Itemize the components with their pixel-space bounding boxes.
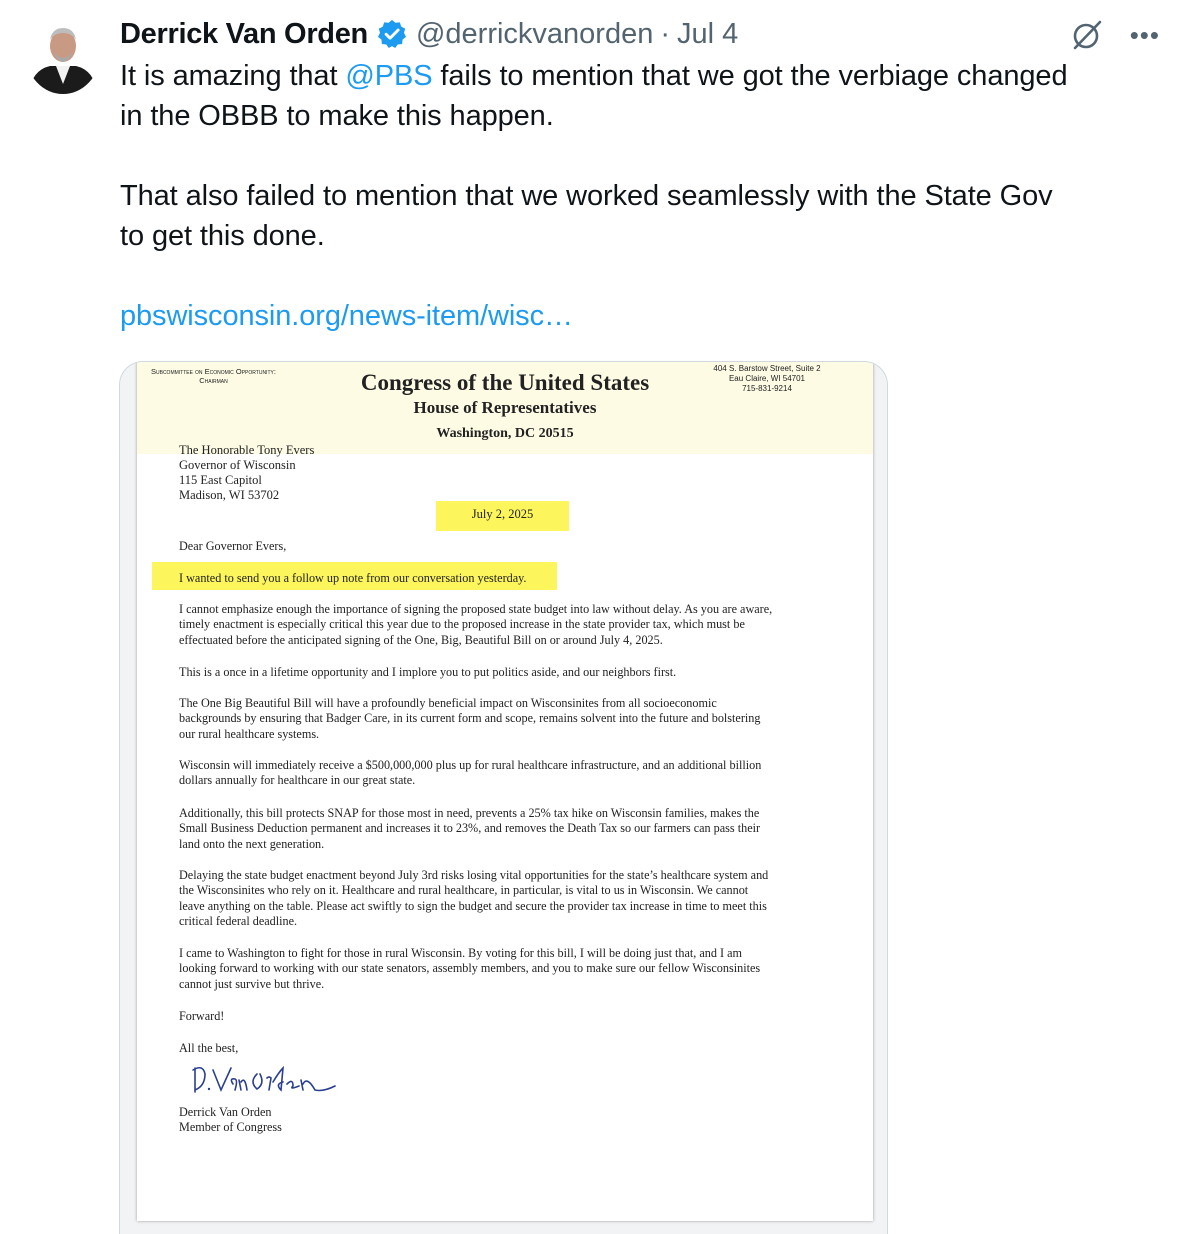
letterhead-house: House of Representatives xyxy=(413,398,597,417)
recipient-line: The Honorable Tony Evers xyxy=(179,443,315,457)
letter-paragraph-5 xyxy=(179,806,760,852)
salutation: Dear Governor Evers, xyxy=(179,539,287,553)
separator: · xyxy=(660,17,671,50)
recipient-line: Madison, WI 53702 xyxy=(179,488,280,502)
letter-line: looking forward to working with our state senators, assembly members, and you to make sure our fellow Wisconsinites xyxy=(179,961,761,976)
address-line: Eau Claire, WI 54701 xyxy=(728,374,806,383)
chairman-text: Chairman xyxy=(199,376,228,385)
letter-closing xyxy=(179,1041,238,1056)
tweet-line-4: to get this done. xyxy=(120,220,325,252)
tweet-text-segment: It is amazing that xyxy=(120,60,346,92)
more-icon[interactable]: ••• xyxy=(1129,20,1160,50)
address-line: 715-831-9214 xyxy=(742,384,792,393)
signature xyxy=(189,1062,339,1101)
letter-line: our rural healthcare systems. xyxy=(179,726,320,741)
recipient-line: Governor of Wisconsin xyxy=(179,458,296,472)
letter-line: the Wisconsinites who rely on it. Healthcare and rural healthcare, in particular, is vital to us in Wisconsin. We cannot xyxy=(179,883,749,898)
tweet-line-3: That also failed to mention that we worked seamlessly with the State Gov xyxy=(120,180,1053,212)
letter-date: July 2, 2025 xyxy=(471,507,534,521)
subcommittee-text: Subcommittee on Economic Opportunity: xyxy=(151,367,276,376)
letter-line: timely enactment is especially critical this year due to the proposed increase in the state provider tax, which must be xyxy=(179,617,745,632)
tweet-header xyxy=(120,14,1160,54)
letter-line: backgrounds by ensuring that Badger Care, in its current form and scope, remains solvent into the future and bolstering xyxy=(179,711,761,726)
letter-line: Additionally, this bill protects SNAP for those most in need, prevents a 25% tax hike on Wisconsin families, makes the xyxy=(179,806,760,820)
letter-line: Wisconsin will immediately receive a $500,000,000 plus up for rural healthcare infrastructure, and an additional billion xyxy=(179,758,762,772)
avatar[interactable] xyxy=(26,14,100,94)
letter-line: leave anything on the table. Please act swiftly to sign the budget and secure the provider tax increase in time to meet this xyxy=(179,898,767,913)
tweet-text xyxy=(120,56,1160,336)
author-name[interactable]: Derrick Van Orden xyxy=(120,17,368,50)
letter-line: All the best, xyxy=(179,1041,239,1055)
highlighted-sentence: I wanted to send you a follow up note from our conversation yesterday. xyxy=(179,571,527,585)
letter-paragraph-6 xyxy=(179,868,768,930)
letter-line: I cannot emphasize enough the importance of signing the proposed state budget into law without delay. As you are aware, xyxy=(179,602,773,616)
signer-name: Derrick Van Orden xyxy=(179,1105,272,1119)
tweet xyxy=(120,14,1160,336)
mention-link[interactable]: @PBS xyxy=(345,60,433,92)
tweet-media-image[interactable] xyxy=(119,361,888,1234)
letter-line: Small Business Deduction permanent and increases it to 23%, and removes the Death Tax so our farmers can pass their xyxy=(179,821,761,836)
tweet-text-segment: fails to mention that we got the verbiage changed xyxy=(432,60,1068,92)
letter-paragraph-8 xyxy=(179,1009,224,1024)
tweet-line-1 xyxy=(120,56,1160,96)
letterhead-washington: Washington, DC 20515 xyxy=(436,426,574,441)
letter-paragraph-7 xyxy=(179,946,760,992)
letter-line: I came to Washington to fight for those in rural Wisconsin. By voting for this bill, I will be doing just that, and I am xyxy=(179,946,743,960)
letter-line: Delaying the state budget enactment beyond July 3rd risks losing vital opportunities for the state’s healthcare system and xyxy=(179,868,769,882)
letter-page xyxy=(137,362,873,1221)
author-handle[interactable]: @derrickvanorden xyxy=(415,17,654,50)
recipient-line: 115 East Capitol xyxy=(179,473,262,487)
letter-line: land onto the next generation. xyxy=(179,836,325,851)
letter-line: This is a once in a lifetime opportunity and I implore you to put politics aside, and our neighbors first. xyxy=(179,665,677,679)
address-line: 404 S. Barstow Street, Suite 2 xyxy=(713,364,821,373)
letter-line: effectuated before the anticipated signing of the One, Big, Beautiful Bill on or around July 4, 2025. xyxy=(179,632,663,647)
letterhead-congress: Congress of the United States xyxy=(360,370,650,395)
letter-paragraph-3 xyxy=(179,696,760,742)
letter-line: Forward! xyxy=(179,1009,225,1023)
recipient-address xyxy=(179,443,314,503)
tweet-date[interactable]: Jul 4 xyxy=(677,17,739,50)
letter-line: critical federal deadline. xyxy=(179,914,298,929)
header-actions xyxy=(1070,18,1160,52)
letter-line: cannot just survive but thrive. xyxy=(179,976,325,991)
letter-line: The One Big Beautiful Bill will have a profoundly beneficial impact on Wisconsinites from all socioeconomic xyxy=(179,696,717,710)
grok-icon[interactable] xyxy=(1070,18,1104,52)
signer-block xyxy=(179,1105,282,1136)
letter-paragraph-1 xyxy=(179,602,772,648)
signer-title: Member of Congress xyxy=(179,1120,282,1135)
letter-paragraph-4 xyxy=(179,758,761,789)
tweet-line-2: in the OBBB to make this happen. xyxy=(120,100,554,132)
letter-line: dollars annually for healthcare in our great state. xyxy=(179,773,416,788)
letter-paragraph-2 xyxy=(179,665,676,680)
article-link[interactable]: pbswisconsin.org/news-item/wisc… xyxy=(120,300,573,332)
verified-badge-icon[interactable] xyxy=(376,18,408,50)
